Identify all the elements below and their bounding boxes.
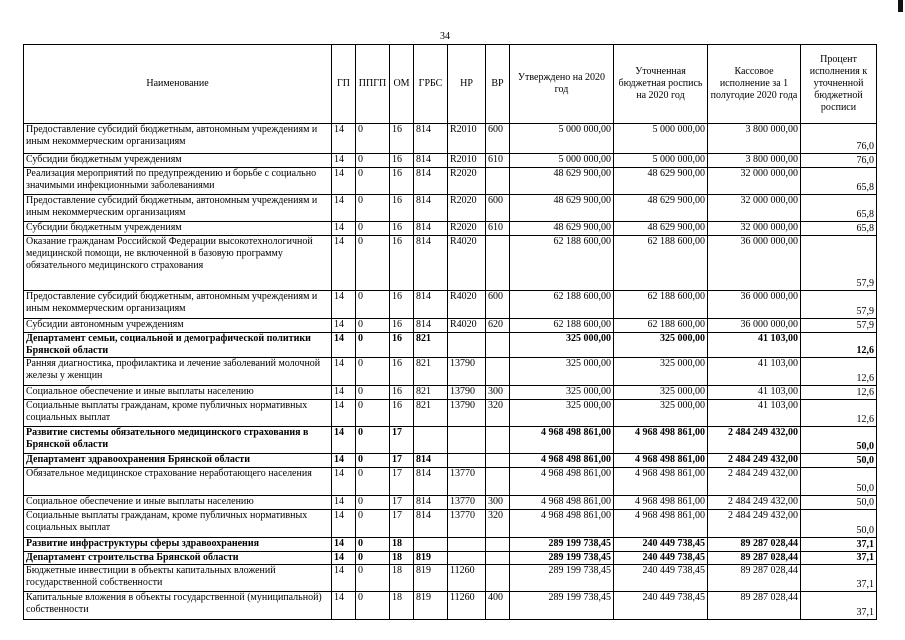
row-ppgp: 0	[356, 154, 390, 168]
table-row	[24, 358, 877, 386]
row-percent: 65,8	[801, 195, 877, 222]
row-np	[448, 333, 486, 358]
row-name: Предоставление субсидий бюджетным, автономным учреждениям и иным некоммерческим организациям	[24, 124, 332, 154]
table-row	[24, 510, 877, 538]
row-np: 13770	[448, 468, 486, 496]
row-approved: 48 629 900,00	[510, 168, 614, 195]
page-number: 34	[440, 31, 450, 42]
row-grbs: 821	[414, 358, 448, 386]
row-grbs: 821	[414, 386, 448, 400]
row-gp: 14	[332, 291, 356, 319]
row-np: 13790	[448, 386, 486, 400]
row-ppgp: 0	[356, 195, 390, 222]
header-om: ОМ	[390, 45, 414, 124]
row-grbs: 814	[414, 468, 448, 496]
row-name: Бюджетные инвестиции в объекты капитальных вложений государственной собственности	[24, 565, 332, 592]
row-percent: 57,9	[801, 236, 877, 291]
row-percent: 37,1	[801, 592, 877, 620]
row-approved: 48 629 900,00	[510, 195, 614, 222]
row-approved: 4 968 498 861,00	[510, 468, 614, 496]
row-vr	[486, 358, 510, 386]
row-vr: 320	[486, 510, 510, 538]
row-name: Оказание гражданам Российской Федерации высокотехнологичной медицинской помощи, не включенной в базовую программу обязательного медицинского страхования	[24, 236, 332, 291]
row-percent: 50,0	[801, 427, 877, 454]
row-om: 17	[390, 427, 414, 454]
row-om: 16	[390, 319, 414, 333]
row-om: 16	[390, 400, 414, 427]
row-cash: 36 000 000,00	[708, 291, 801, 319]
row-name: Социальное обеспечение и иные выплаты населению	[24, 496, 332, 510]
row-gp: 14	[332, 552, 356, 565]
row-refined: 240 449 738,45	[614, 552, 708, 565]
row-approved: 325 000,00	[510, 333, 614, 358]
table-row	[24, 565, 877, 592]
row-ppgp: 0	[356, 236, 390, 291]
row-gp: 14	[332, 565, 356, 592]
row-ppgp: 0	[356, 552, 390, 565]
row-name: Развитие системы обязательного медицинского страхования в Брянской области	[24, 427, 332, 454]
row-gp: 14	[332, 319, 356, 333]
row-percent: 76,0	[801, 154, 877, 168]
row-ppgp: 0	[356, 168, 390, 195]
row-gp: 14	[332, 386, 356, 400]
row-vr: 400	[486, 592, 510, 620]
row-cash: 3 800 000,00	[708, 124, 801, 154]
row-name: Департамент строительства Брянской области	[24, 552, 332, 565]
row-ppgp: 0	[356, 291, 390, 319]
row-grbs: 821	[414, 333, 448, 358]
row-gp: 14	[332, 358, 356, 386]
row-approved: 4 968 498 861,00	[510, 496, 614, 510]
row-gp: 14	[332, 400, 356, 427]
row-ppgp: 0	[356, 454, 390, 468]
row-grbs: 814	[414, 168, 448, 195]
row-approved: 4 968 498 861,00	[510, 454, 614, 468]
row-grbs: 814	[414, 319, 448, 333]
row-ppgp: 0	[356, 565, 390, 592]
table-row	[24, 552, 877, 565]
table-row	[24, 592, 877, 620]
row-refined: 62 188 600,00	[614, 291, 708, 319]
row-om: 18	[390, 552, 414, 565]
row-om: 16	[390, 222, 414, 236]
row-om: 16	[390, 195, 414, 222]
row-percent: 65,8	[801, 168, 877, 195]
row-approved: 62 188 600,00	[510, 236, 614, 291]
row-gp: 14	[332, 538, 356, 552]
row-refined: 325 000,00	[614, 400, 708, 427]
row-refined: 48 629 900,00	[614, 195, 708, 222]
row-gp: 14	[332, 454, 356, 468]
row-grbs: 819	[414, 552, 448, 565]
row-om: 16	[390, 168, 414, 195]
header-approved: Утверждено на 2020 год	[510, 45, 614, 124]
row-ppgp: 0	[356, 400, 390, 427]
row-name: Ранняя диагностика, профилактика и лечение заболеваний молочной железы у женщин	[24, 358, 332, 386]
row-vr	[486, 168, 510, 195]
header-name: Наименование	[24, 45, 332, 124]
header-vr: ВР	[486, 45, 510, 124]
header-grbs: ГРБС	[414, 45, 448, 124]
row-cash: 89 287 028,44	[708, 552, 801, 565]
row-ppgp: 0	[356, 358, 390, 386]
row-refined: 4 968 498 861,00	[614, 496, 708, 510]
row-cash: 89 287 028,44	[708, 538, 801, 552]
row-name: Субсидии бюджетным учреждениям	[24, 154, 332, 168]
row-percent: 12,6	[801, 386, 877, 400]
row-np	[448, 427, 486, 454]
row-cash: 89 287 028,44	[708, 592, 801, 620]
row-name: Департамент семьи, социальной и демографической политики Брянской области	[24, 333, 332, 358]
table-row	[24, 333, 877, 358]
row-vr	[486, 454, 510, 468]
row-percent: 50,0	[801, 496, 877, 510]
row-approved: 62 188 600,00	[510, 319, 614, 333]
header-percent: Процент исполнения к уточненной бюджетной росписи	[801, 45, 877, 124]
row-vr: 300	[486, 386, 510, 400]
row-percent: 76,0	[801, 124, 877, 154]
row-grbs: 814	[414, 236, 448, 291]
table-body	[24, 124, 877, 620]
row-om: 16	[390, 236, 414, 291]
row-vr	[486, 565, 510, 592]
row-percent: 50,0	[801, 454, 877, 468]
row-np	[448, 538, 486, 552]
row-refined: 240 449 738,45	[614, 565, 708, 592]
row-percent: 50,0	[801, 468, 877, 496]
row-approved: 48 629 900,00	[510, 222, 614, 236]
row-approved: 4 968 498 861,00	[510, 510, 614, 538]
row-np: R2010	[448, 124, 486, 154]
row-grbs: 814	[414, 510, 448, 538]
row-cash: 36 000 000,00	[708, 319, 801, 333]
row-ppgp: 0	[356, 468, 390, 496]
row-approved: 5 000 000,00	[510, 154, 614, 168]
row-ppgp: 0	[356, 222, 390, 236]
row-vr: 320	[486, 400, 510, 427]
row-grbs: 814	[414, 154, 448, 168]
row-vr	[486, 427, 510, 454]
row-vr	[486, 552, 510, 565]
header-gp: ГП	[332, 45, 356, 124]
row-vr	[486, 333, 510, 358]
row-refined: 4 968 498 861,00	[614, 468, 708, 496]
row-gp: 14	[332, 124, 356, 154]
row-name: Департамент здравоохранения Брянской области	[24, 454, 332, 468]
row-ppgp: 0	[356, 124, 390, 154]
table-row	[24, 496, 877, 510]
row-refined: 325 000,00	[614, 333, 708, 358]
row-om: 17	[390, 510, 414, 538]
row-cash: 41 103,00	[708, 333, 801, 358]
row-om: 18	[390, 592, 414, 620]
row-refined: 48 629 900,00	[614, 222, 708, 236]
row-cash: 3 800 000,00	[708, 154, 801, 168]
row-vr: 600	[486, 195, 510, 222]
row-name: Предоставление субсидий бюджетным, автономным учреждениям и иным некоммерческим организациям	[24, 291, 332, 319]
row-refined: 62 188 600,00	[614, 236, 708, 291]
row-refined: 5 000 000,00	[614, 154, 708, 168]
row-approved: 5 000 000,00	[510, 124, 614, 154]
row-gp: 14	[332, 468, 356, 496]
table-row	[24, 124, 877, 154]
row-ppgp: 0	[356, 427, 390, 454]
row-np: R2020	[448, 222, 486, 236]
row-np: R2010	[448, 154, 486, 168]
table-row	[24, 236, 877, 291]
header-row	[24, 45, 877, 124]
row-name: Развитие инфраструктуры сферы здравоохранения	[24, 538, 332, 552]
row-om: 16	[390, 358, 414, 386]
row-cash: 32 000 000,00	[708, 195, 801, 222]
row-grbs: 821	[414, 400, 448, 427]
row-approved: 4 968 498 861,00	[510, 427, 614, 454]
table-row	[24, 468, 877, 496]
row-refined: 4 968 498 861,00	[614, 427, 708, 454]
row-refined: 4 968 498 861,00	[614, 510, 708, 538]
row-refined: 325 000,00	[614, 358, 708, 386]
row-grbs: 814	[414, 454, 448, 468]
row-approved: 289 199 738,45	[510, 565, 614, 592]
row-percent: 57,9	[801, 319, 877, 333]
row-cash: 41 103,00	[708, 358, 801, 386]
row-ppgp: 0	[356, 333, 390, 358]
row-gp: 14	[332, 154, 356, 168]
row-gp: 14	[332, 236, 356, 291]
row-np: 11260	[448, 592, 486, 620]
row-percent: 50,0	[801, 510, 877, 538]
row-gp: 14	[332, 222, 356, 236]
row-grbs: 814	[414, 291, 448, 319]
table-row	[24, 427, 877, 454]
row-np: 13770	[448, 510, 486, 538]
row-np: 13790	[448, 400, 486, 427]
row-gp: 14	[332, 427, 356, 454]
row-om: 16	[390, 386, 414, 400]
row-grbs: 819	[414, 565, 448, 592]
row-np: 13770	[448, 496, 486, 510]
row-refined: 62 188 600,00	[614, 319, 708, 333]
row-np	[448, 454, 486, 468]
row-vr: 610	[486, 222, 510, 236]
row-gp: 14	[332, 496, 356, 510]
row-refined: 240 449 738,45	[614, 538, 708, 552]
row-percent: 37,1	[801, 538, 877, 552]
row-grbs: 814	[414, 195, 448, 222]
row-vr	[486, 538, 510, 552]
header-np: НР	[448, 45, 486, 124]
row-refined: 325 000,00	[614, 386, 708, 400]
row-name: Социальные выплаты гражданам, кроме публичных нормативных социальных выплат	[24, 510, 332, 538]
row-cash: 2 484 249 432,00	[708, 454, 801, 468]
row-np: 11260	[448, 565, 486, 592]
row-om: 16	[390, 291, 414, 319]
row-approved: 289 199 738,45	[510, 538, 614, 552]
row-np: R2020	[448, 168, 486, 195]
header-ppgp: ППГП	[356, 45, 390, 124]
row-gp: 14	[332, 333, 356, 358]
row-ppgp: 0	[356, 386, 390, 400]
row-om: 16	[390, 124, 414, 154]
table-row	[24, 291, 877, 319]
row-cash: 32 000 000,00	[708, 168, 801, 195]
header-refined: Уточненная бюджетная роспись на 2020 год	[614, 45, 708, 124]
corner-mark	[898, 0, 903, 12]
table-row	[24, 454, 877, 468]
row-vr: 610	[486, 154, 510, 168]
row-approved: 289 199 738,45	[510, 592, 614, 620]
row-approved: 325 000,00	[510, 358, 614, 386]
row-om: 18	[390, 565, 414, 592]
table-row	[24, 400, 877, 427]
row-cash: 2 484 249 432,00	[708, 510, 801, 538]
row-om: 16	[390, 333, 414, 358]
row-cash: 2 484 249 432,00	[708, 427, 801, 454]
row-name: Реализация мероприятий по предупреждению и борьбе с социально значимыми инфекционными заболеваниями	[24, 168, 332, 195]
row-name: Субсидии автономным учреждениям	[24, 319, 332, 333]
table-row	[24, 538, 877, 552]
row-percent: 65,8	[801, 222, 877, 236]
row-om: 16	[390, 154, 414, 168]
row-percent: 57,9	[801, 291, 877, 319]
row-ppgp: 0	[356, 510, 390, 538]
table-row	[24, 222, 877, 236]
row-grbs: 814	[414, 124, 448, 154]
row-refined: 240 449 738,45	[614, 592, 708, 620]
row-vr: 600	[486, 291, 510, 319]
row-name: Субсидии бюджетным учреждениям	[24, 222, 332, 236]
row-cash: 2 484 249 432,00	[708, 468, 801, 496]
row-refined: 48 629 900,00	[614, 168, 708, 195]
row-cash: 32 000 000,00	[708, 222, 801, 236]
row-approved: 325 000,00	[510, 400, 614, 427]
row-grbs	[414, 427, 448, 454]
row-gp: 14	[332, 195, 356, 222]
row-ppgp: 0	[356, 538, 390, 552]
row-om: 17	[390, 468, 414, 496]
row-name: Предоставление субсидий бюджетным, автономным учреждениям и иным некоммерческим организациям	[24, 195, 332, 222]
row-grbs	[414, 538, 448, 552]
row-refined: 5 000 000,00	[614, 124, 708, 154]
table-row	[24, 195, 877, 222]
row-percent: 37,1	[801, 552, 877, 565]
row-vr: 600	[486, 124, 510, 154]
row-vr: 620	[486, 319, 510, 333]
row-ppgp: 0	[356, 319, 390, 333]
row-grbs: 814	[414, 496, 448, 510]
row-ppgp: 0	[356, 496, 390, 510]
row-approved: 62 188 600,00	[510, 291, 614, 319]
row-np: 13790	[448, 358, 486, 386]
table-row	[24, 168, 877, 195]
row-cash: 36 000 000,00	[708, 236, 801, 291]
row-cash: 2 484 249 432,00	[708, 496, 801, 510]
row-name: Социальные выплаты гражданам, кроме публичных нормативных социальных выплат	[24, 400, 332, 427]
row-np: R4020	[448, 319, 486, 333]
row-np: R2020	[448, 195, 486, 222]
row-cash: 89 287 028,44	[708, 565, 801, 592]
row-cash: 41 103,00	[708, 400, 801, 427]
row-percent: 12,6	[801, 333, 877, 358]
row-om: 17	[390, 454, 414, 468]
row-np: R4020	[448, 291, 486, 319]
row-gp: 14	[332, 592, 356, 620]
row-vr	[486, 236, 510, 291]
row-grbs: 819	[414, 592, 448, 620]
row-np: R4020	[448, 236, 486, 291]
table-row	[24, 386, 877, 400]
row-name: Обязательное медицинское страхование неработающего населения	[24, 468, 332, 496]
row-ppgp: 0	[356, 592, 390, 620]
row-gp: 14	[332, 168, 356, 195]
row-np	[448, 552, 486, 565]
table-row	[24, 154, 877, 168]
row-percent: 12,6	[801, 358, 877, 386]
row-name: Социальное обеспечение и иные выплаты населению	[24, 386, 332, 400]
row-name: Капитальные вложения в объекты государственной (муниципальной) собственности	[24, 592, 332, 620]
row-vr	[486, 468, 510, 496]
row-vr: 300	[486, 496, 510, 510]
row-approved: 325 000,00	[510, 386, 614, 400]
row-percent: 37,1	[801, 565, 877, 592]
table-row	[24, 319, 877, 333]
row-gp: 14	[332, 510, 356, 538]
row-grbs: 814	[414, 222, 448, 236]
header-cash: Кассовое исполнение за 1 полугодие 2020 года	[708, 45, 801, 124]
row-approved: 289 199 738,45	[510, 552, 614, 565]
row-om: 18	[390, 538, 414, 552]
row-percent: 12,6	[801, 400, 877, 427]
budget-table	[23, 44, 877, 620]
row-refined: 4 968 498 861,00	[614, 454, 708, 468]
row-om: 17	[390, 496, 414, 510]
row-cash: 41 103,00	[708, 386, 801, 400]
